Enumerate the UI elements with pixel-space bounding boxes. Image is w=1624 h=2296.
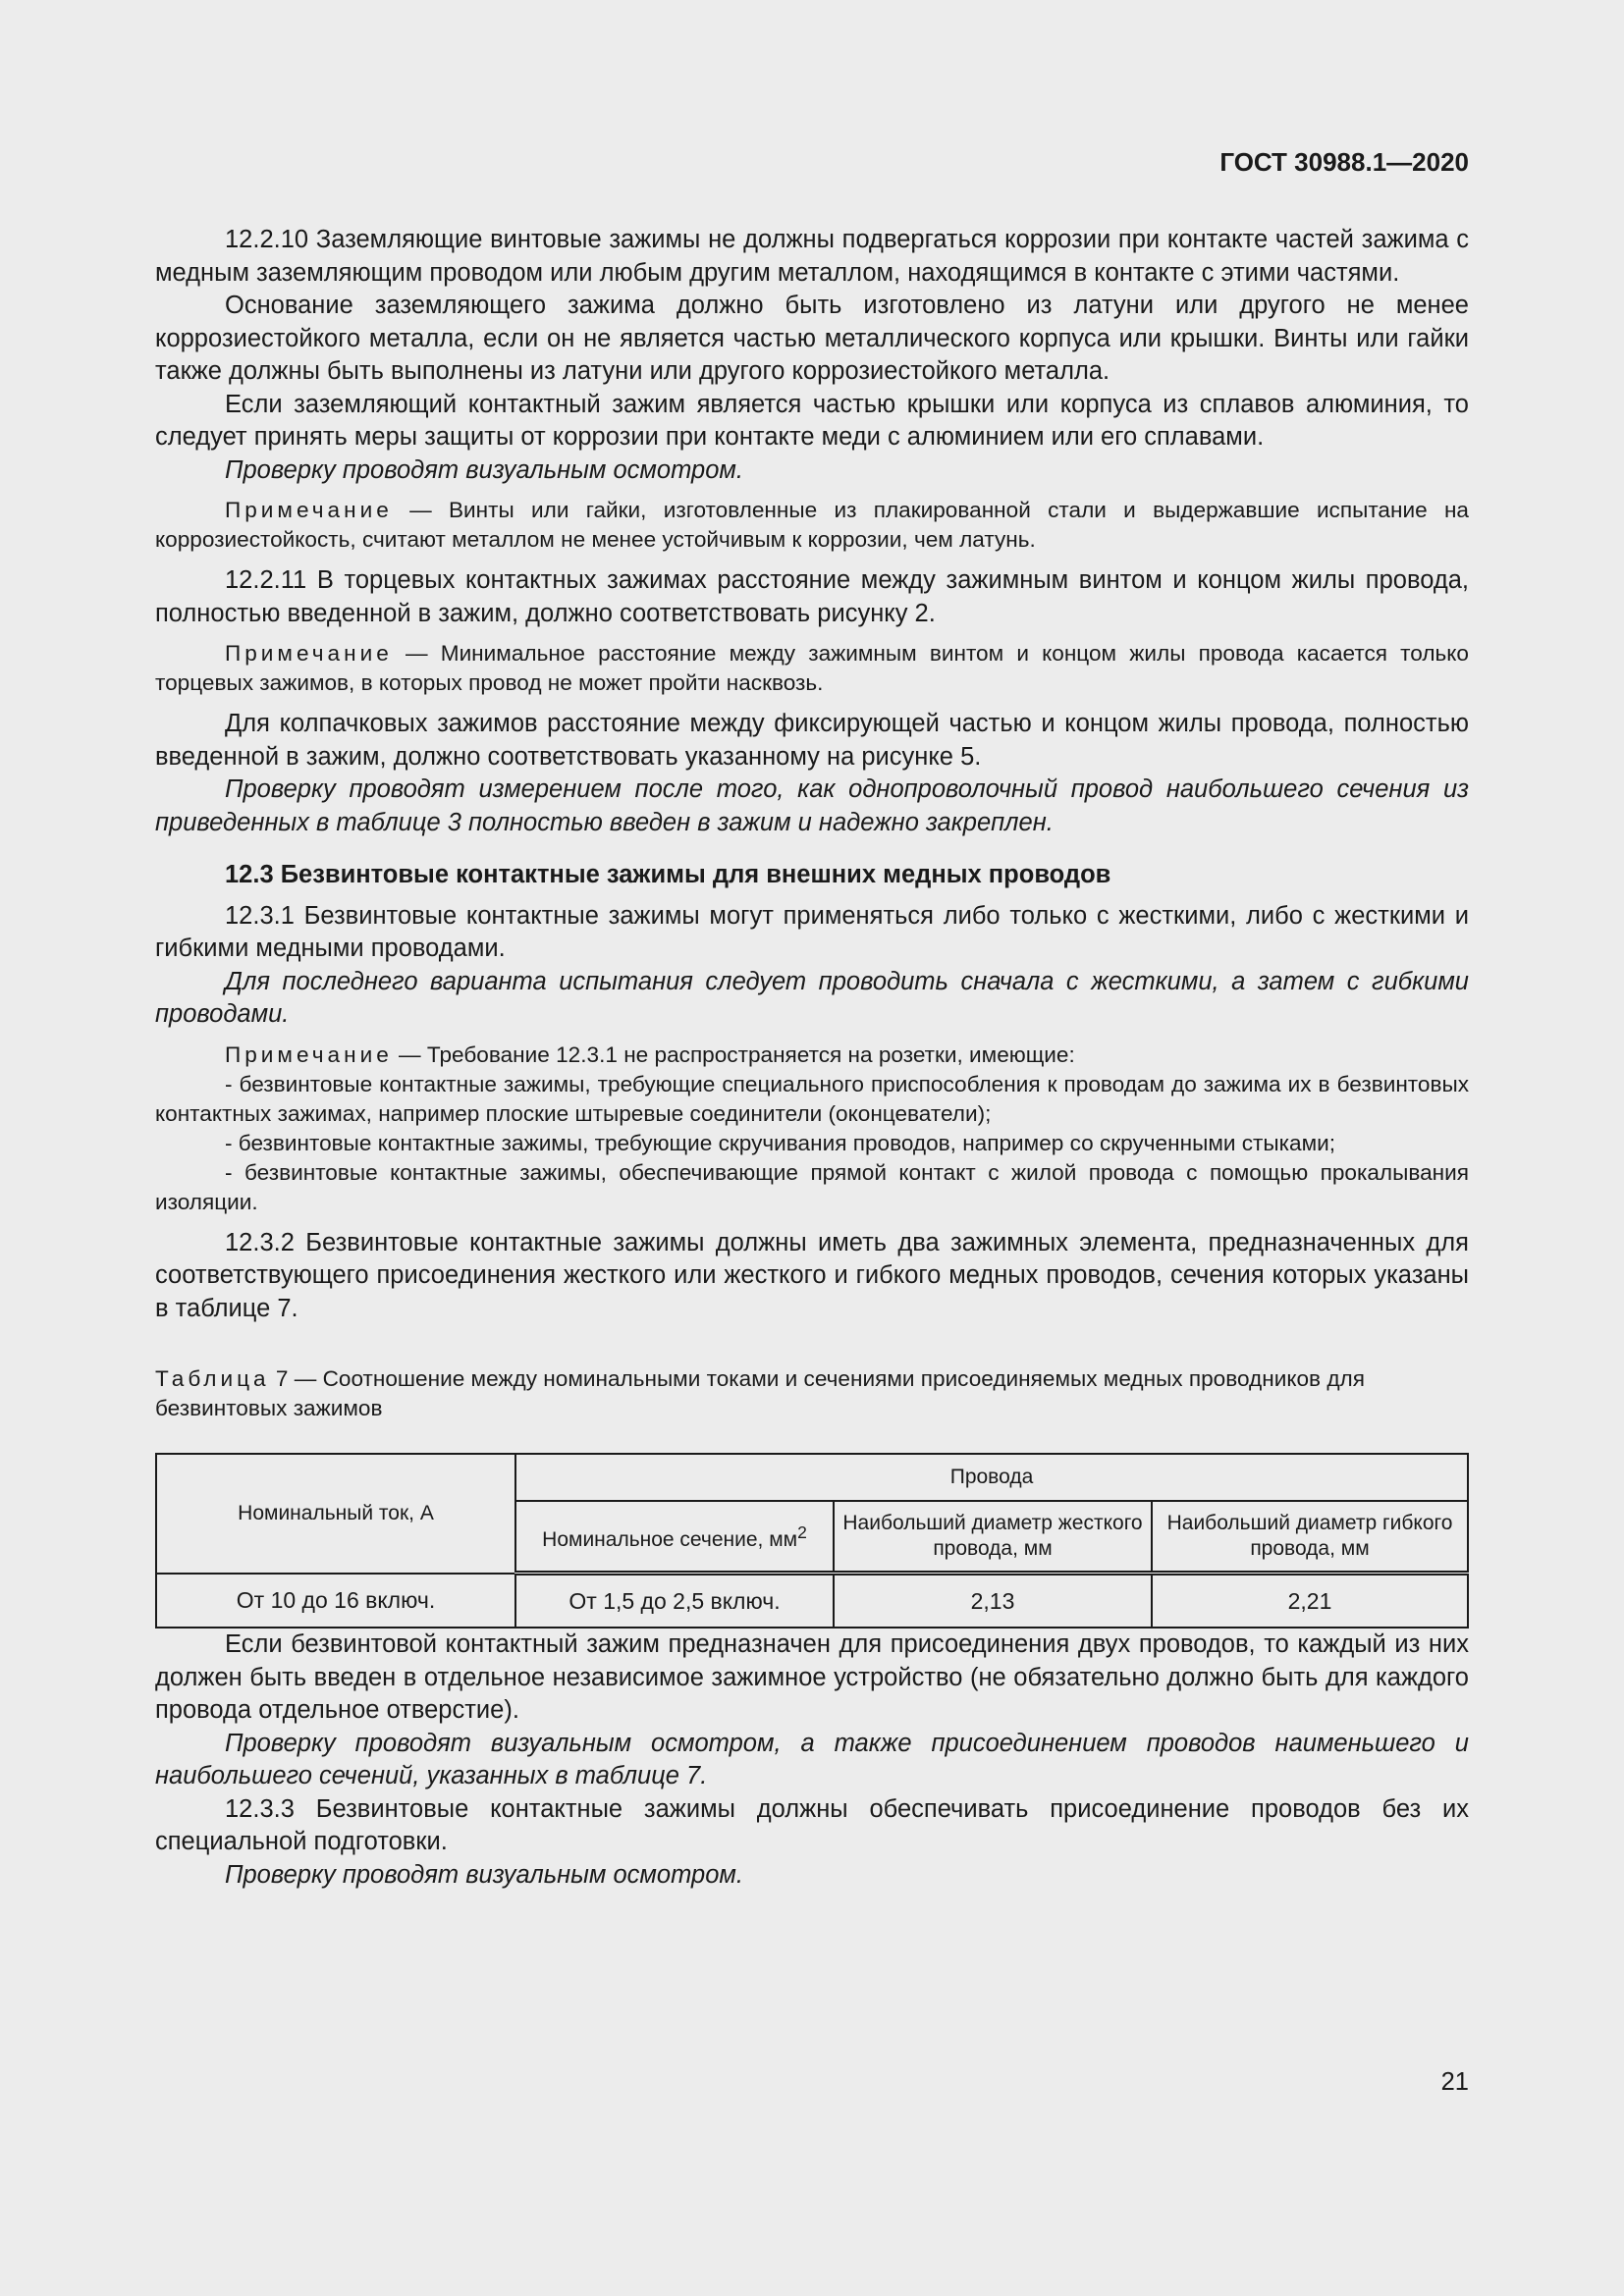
note-3 [155,1041,1469,1217]
note-2 [155,639,1469,698]
paragraph-two-wires: Если безвинтовой контактный зажим предназначен для присоединения двух проводов, то каждый из них должен быть введен в отдельное независимое зажимное устройство (не обязательно должно быть для каждого провода отдельное отверстие). [155,1630,1469,1724]
note-3-item: - безвинтовые контактные зажимы, обеспечивающие прямой контакт с жилой провода с помощью прокалывания изоляции. [155,1159,1469,1214]
header-section-text: Номинальное сечение, мм [542,1528,798,1551]
note-3-text: — Требование 12.3.1 не распространяется на розетки, имеющие: [392,1041,1075,1067]
note-3-item: - безвинтовые контактные зажимы, требующие скручивания проводов, например со скрученными стыками; [225,1130,1336,1155]
paragraph-12-3-2: 12.3.2 Безвинтовые контактные зажимы должны иметь два зажимных элемента, предназначенных для соответствующего присоединения жесткого или жесткого и гибкого медных проводов, сечения которых указаны в таблице 7. [155,1228,1469,1322]
check-visual-2: Проверку проводят визуальным осмотром. [225,1860,743,1889]
check-rigid-flexible: Для последнего варианта испытания следует проводить сначала с жесткими, а затем с гибкими проводами. [155,967,1469,1028]
table-7 [155,1453,1469,1629]
header-wires-group: Провода [515,1454,1468,1501]
paragraph-cap-clamps: Для колпачковых зажимов расстояние между фиксирующей частью и концом жилы провода, полностью введенной в зажим, должно соответствовать указанному на рисунке 5. [155,710,1469,771]
header-rigid-diameter: Наибольший диаметр жесткого провода, мм [834,1501,1152,1574]
header-flexible-diameter: Наибольший диаметр гибкого провода, мм [1152,1501,1468,1574]
section-heading-12-3: 12.3 Безвинтовые контактные зажимы для внешних медных проводов [225,861,1111,888]
cell-section: От 1,5 до 2,5 включ. [515,1574,834,1629]
check-visual-1: Проверку проводят визуальным осмотром. [225,455,743,484]
cell-flexible: 2,21 [1152,1574,1468,1629]
header-nominal-section [515,1501,834,1574]
paragraph-12-3-3: 12.3.3 Безвинтовые контактные зажимы должны обеспечивать присоединение проводов без их специальной подготовки. [155,1794,1469,1855]
table-7-caption [155,1364,1469,1423]
page-body [155,224,1469,1892]
note-label: Примечание [225,498,393,522]
table-row [156,1574,1468,1629]
header-section-sup: 2 [797,1522,807,1542]
note-label: Примечание [225,641,393,666]
paragraph-12-3-1: 12.3.1 Безвинтовые контактные зажимы могут применяться либо только с жесткими, либо с жесткими и гибкими медными проводами. [155,901,1469,962]
paragraph-aluminium: Если заземляющий контактный зажим является частью крышки или корпуса из сплавов алюминия, то следует принять меры защиты от коррозии при контакте меди с алюминием или его сплавами. [155,390,1469,451]
note-2-text: — Минимальное расстояние между зажимным винтом и концом жилы провода касается только торцевых зажимов, в которых провод не может пройти насквозь. [155,641,1469,695]
table-caption-label: Таблица [155,1366,270,1391]
note-3-item: - безвинтовые контактные зажимы, требующие специального приспособления к проводам до зажима их в безвинтовых контактных зажимах, например плоские штыревые соединители (оконцеватели); [155,1071,1469,1126]
paragraph-12-2-11: 12.2.11 В торцевых контактных зажимах расстояние между зажимным винтом и концом жилы провода, полностью введенной в зажим, должно соответствовать рисунку 2. [155,566,1469,627]
note-1 [155,496,1469,555]
check-two-wires: Проверку проводят визуальным осмотром, а также присоединением проводов наименьшего и наибольшего сечений, указанных в таблице 7. [155,1729,1469,1789]
table-caption-text: 7 — Соотношение между номинальными токами и сечениями присоединяемых медных проводников для безвинтовых зажимов [155,1366,1365,1420]
cell-rigid: 2,13 [834,1574,1152,1629]
cell-current: От 10 до 16 включ. [156,1574,515,1629]
page-number: 21 [1440,2068,1469,2096]
paragraph-12-2-10: 12.2.10 Заземляющие винтовые зажимы не должны подвергаться коррозии при контакте частей зажима с медным заземляющим проводом или любым другим металлом, находящимся в контакте с этими частями. [155,226,1469,287]
header-nominal-current: Номинальный ток, А [156,1454,515,1574]
document-id-header: ГОСТ 30988.1—2020 [1219,147,1469,177]
note-label: Примечание [225,1041,393,1067]
check-measurement: Проверку проводят измерением после того, как однопроволочный провод наибольшего сечения из приведенных в таблице 3 полностью введен в зажим и надежно закреплен. [155,775,1469,836]
note-1-text: — Винты или гайки, изготовленные из плакированной стали и выдержавшие испытание на коррозиестойкость, считают металлом не менее устойчивым к коррозии, чем латунь. [155,498,1469,552]
paragraph-base-material: Основание заземляющего зажима должно быть изготовлено из латуни или другого не менее коррозиестойкого металла, если он не является частью металлического корпуса или крышки. Винты или гайки также должны быть выполнены из латуни или другого коррозиестойкого металла. [155,292,1469,385]
